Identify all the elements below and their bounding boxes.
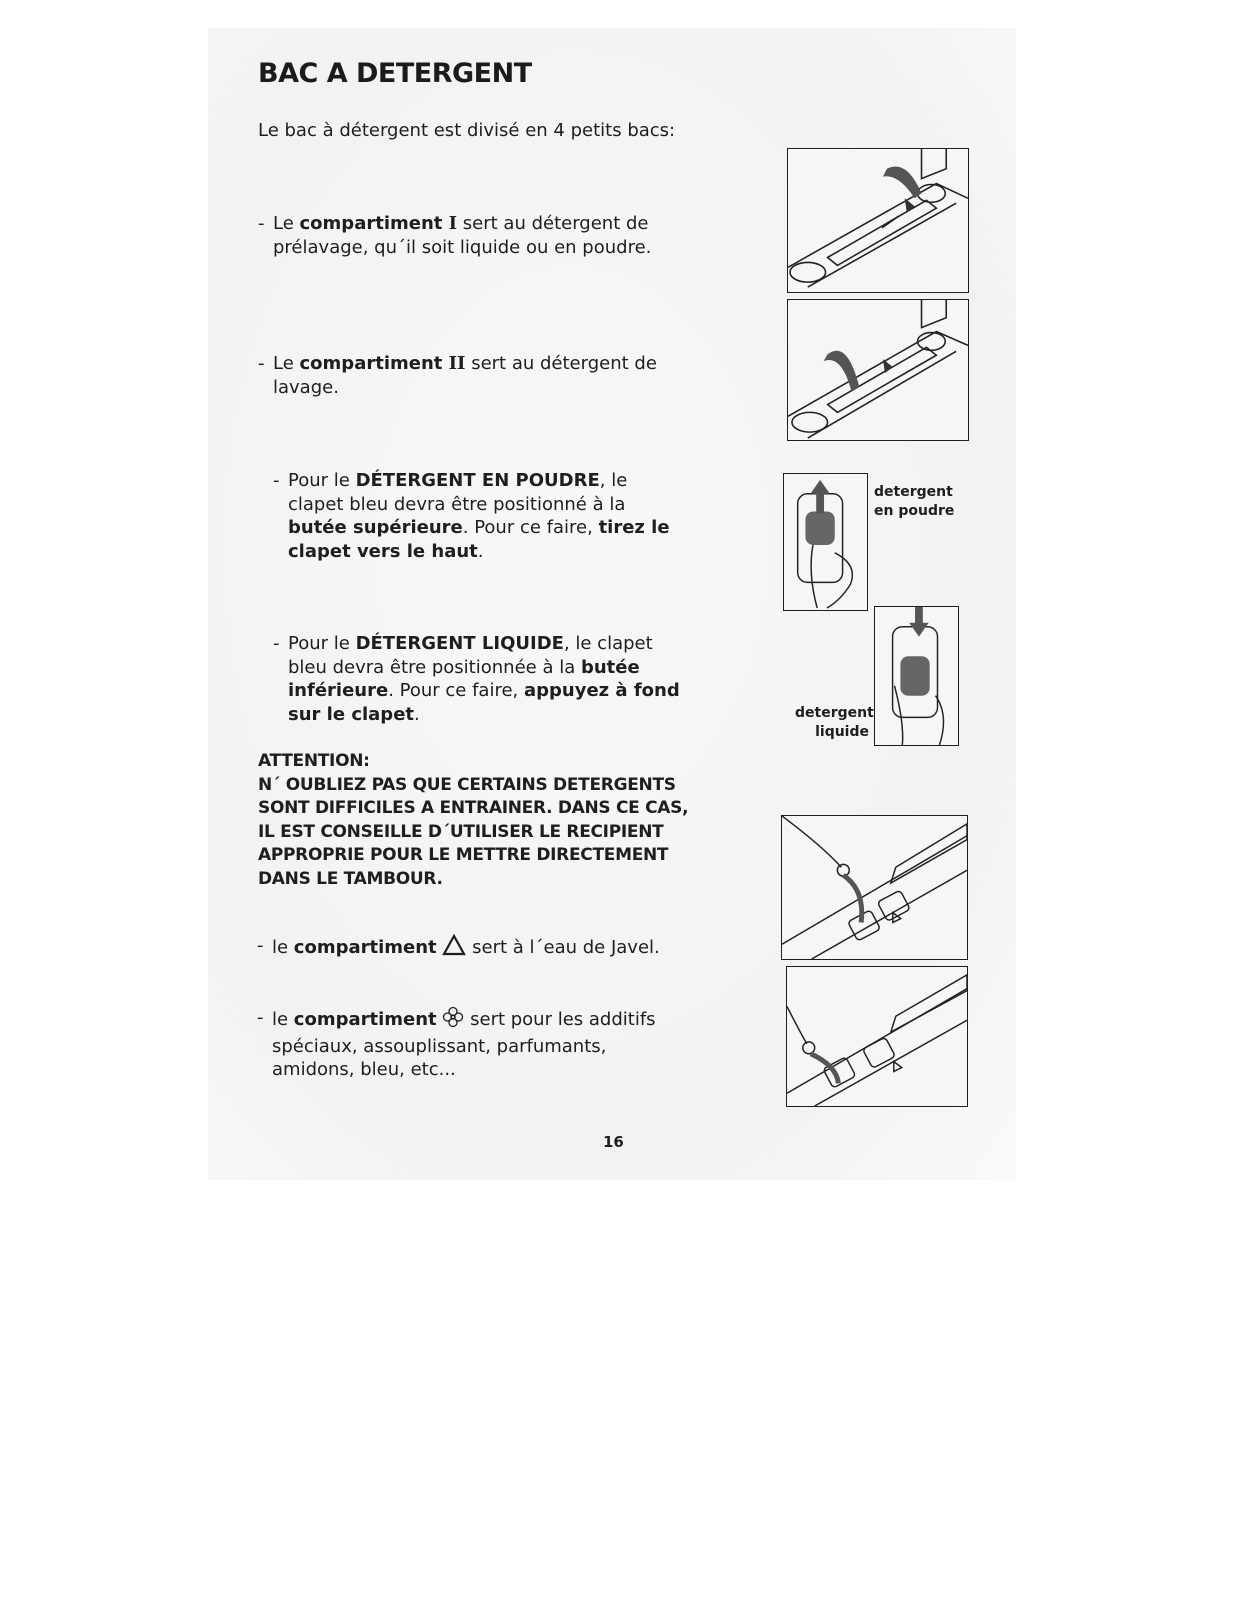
liquid-detergent-text: - Pour le DÉTERGENT LIQUIDE, le clapet bleu devra être positionnée à la butée inférieure. Pour ce faire, appuyez à fond sur le clapet. (273, 633, 680, 725)
additives-compartment-text: - le compartiment sert pour les additifs spéciaux, assouplissant, parfumants, amidons, bleu, etc... (257, 1007, 656, 1080)
powder-detergent-text: - Pour le DÉTERGENT EN POUDRE, le clapet bleu devra être positionné à la butée supérieure. Pour ce faire, tirez le clapet vers le haut. (273, 470, 670, 562)
liquid-detergent-label: detergent liquide (795, 705, 874, 740)
flower-icon (442, 1006, 464, 1035)
javel-compartment-illustration (781, 815, 968, 960)
attention-block (258, 750, 708, 891)
intro-text: Le bac à détergent est divisé en 4 petits bacs: (258, 120, 676, 141)
compartment-2-illustration (787, 299, 969, 441)
attention-heading: ATTENTION: (258, 751, 370, 771)
liquid-detergent-illustration (874, 606, 959, 746)
javel-compartment-text: - le compartiment sert à l´eau de Javel. (272, 934, 692, 963)
page-title: BAC A DETERGENT (258, 58, 532, 89)
compartment-2-text: - Le compartiment II sert au détergent de lavage. (258, 353, 657, 398)
page-number: 16 (603, 1133, 624, 1151)
compartment-1-text: - Le compartiment I sert au détergent de prélavage, qu´il soit liquide ou en poudre. (258, 213, 652, 258)
powder-detergent-illustration (783, 473, 868, 611)
additives-compartment-illustration (786, 966, 968, 1107)
powder-detergent-label: detergent en poudre (874, 484, 955, 519)
compartment-1-illustration (787, 148, 969, 293)
attention-body: N´ OUBLIEZ PAS QUE CERTAINS DETERGENTS SONT DIFFICILES A ENTRAINER. DANS CE CAS, IL EST CONSEILLE D´UTILISER LE RECIPIENT APPROPRIE POUR LE METTRE DIRECTEMENT DANS LE TAMBOUR. (258, 774, 689, 889)
triangle-icon (442, 934, 466, 963)
